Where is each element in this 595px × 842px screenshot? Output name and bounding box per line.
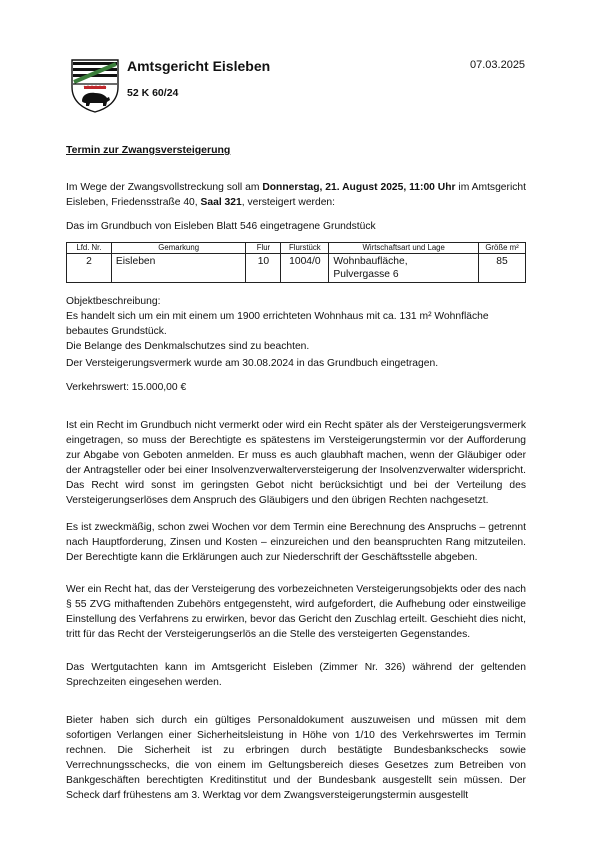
column-header: Flurstück (281, 243, 329, 254)
lage-line-1: Wohnbaufläche, (333, 256, 408, 267)
cell-lage (329, 254, 479, 283)
object-label: Objektbeschreibung: (66, 296, 161, 307)
paragraph-appraisal: Das Wertgutachten kann im Amtsgericht Eisleben (Zimmer Nr. 326) während der geltenden Sprechzeiten eingesehen werden. (66, 662, 526, 688)
vermerk-line: Der Versteigerungsvermerk wurde am 30.08.2024 in das Grundbuch eingetragen. (66, 358, 439, 369)
monument-note: Die Belange des Denkmalschutzes sind zu beachten. (66, 341, 310, 352)
intro-text-1: Im Wege der Zwangsvollstreckung soll am (66, 182, 263, 193)
cell-flur: 10 (246, 254, 281, 283)
column-header: Lfd. Nr. (67, 243, 112, 254)
table-header-row (67, 243, 526, 254)
column-header: Größe m² (479, 243, 526, 254)
coat-of-arms-icon (70, 57, 120, 113)
object-description (66, 294, 526, 354)
court-name: Amtsgericht Eisleben (127, 58, 271, 74)
case-number: 52 K 60/24 (127, 87, 179, 99)
auction-room: Saal 321 (200, 197, 242, 208)
column-header: Flur (246, 243, 281, 254)
cell-groesse: 85 (479, 254, 526, 283)
lage-line-2: Pulvergasse 6 (333, 269, 399, 280)
market-value: Verkehrswert: 15.000,00 € (66, 382, 187, 393)
property-table (66, 242, 526, 283)
cell-gemarkung: Eisleben (111, 254, 246, 283)
object-text: Es handelt sich um ein mit einem um 1900 errichteten Wohnhaus mit ca. 131 m² Wohnfläche bebautes Grundstück. (66, 311, 489, 337)
document-date: 07.03.2025 (470, 59, 526, 71)
cell-nr: 2 (67, 254, 112, 283)
paragraph-rights: Ist ein Recht im Grundbuch nicht vermerkt oder wird ein Recht später als der Versteigerungsvermerk eingetragen, so muss der Berechtigte es spätestens im Versteigerungstermin vor der Aufforderung zur Abgabe von Geboten anmelden. Er muss es auch glaubhaft machen, wenn der Gläubiger oder der Antragsteller oder bei einer Insolvenzverwalterversteigerung der Insolvenzverwalter widerspricht. Das Recht wird sonst im geringsten Gebot nicht berücksichtigt und bei der Verteilung des Versteigerungserlöses dem Anspruch des Gläubigers und den übrigen Rechten nachgesetzt. (66, 420, 526, 506)
column-header: Wirtschaftsart und Lage (329, 243, 479, 254)
paragraph-bidders: Bieter haben sich durch ein gültiges Personaldokument auszuweisen und müssen mit dem sofortigen Verlangen einer Sicherheitsleistung in Höhe von 1/10 des Verkehrswertes im Termin rechnen. Die Sicherheit ist zu erbringen durch bestätigte Bundesbankschecks sowie Verrechnungsschecks, die von einem im Geltungsbereich dieses Gesetzes zum Betreiben von Bankgeschäften berechtigten Kreditinstitut und der Bundesbank ausgestellt sein müssen. Der Scheck darf frühestens am 3. Werktag vor dem Zwangsversteigerungstermin ausgestellt (66, 715, 526, 801)
column-header: Gemarkung (111, 243, 246, 254)
intro-text-3: , versteigert werden: (241, 197, 336, 208)
intro-text-2: im Amtsgericht Eisleben, Friedensstraße 40, (66, 182, 526, 208)
auction-date: Donnerstag, 21. August 2025, 11:00 Uhr (262, 182, 456, 193)
table-row (67, 254, 526, 283)
grundbuch-line: Das im Grundbuch von Eisleben Blatt 546 eingetragene Grundstück (66, 221, 376, 232)
intro-paragraph (66, 180, 526, 210)
cell-flurstueck: 1004/0 (281, 254, 329, 283)
paragraph-objection: Wer ein Recht hat, das der Versteigerung des vorbezeichneten Versteigerungsobjekts oder des nach § 55 ZVG mithaftenden Zubehörs entgegensteht, wird aufgefordert, die Aufhebung oder einstweilige Einstellung des Verfahrens zu erwirken, bevor das Gericht den Zuschlag erteilt. Geschieht dies nicht, tritt für das Recht der Versteigerungserlös an die Stelle des versteigerten Gegenstandes. (66, 584, 526, 640)
document-heading: Termin zur Zwangsversteigerung (66, 144, 231, 156)
paragraph-claims: Es ist zweckmäßig, schon zwei Wochen vor dem Termin eine Berechnung des Anspruchs – getrennt nach Hauptforderung, Zinsen und Kosten – einzureichen und den beanspruchten Rang mitzuteilen. Der Berechtigte kann die Erklärungen auch zur Niederschrift der Geschäftsstelle abgeben. (66, 522, 526, 563)
